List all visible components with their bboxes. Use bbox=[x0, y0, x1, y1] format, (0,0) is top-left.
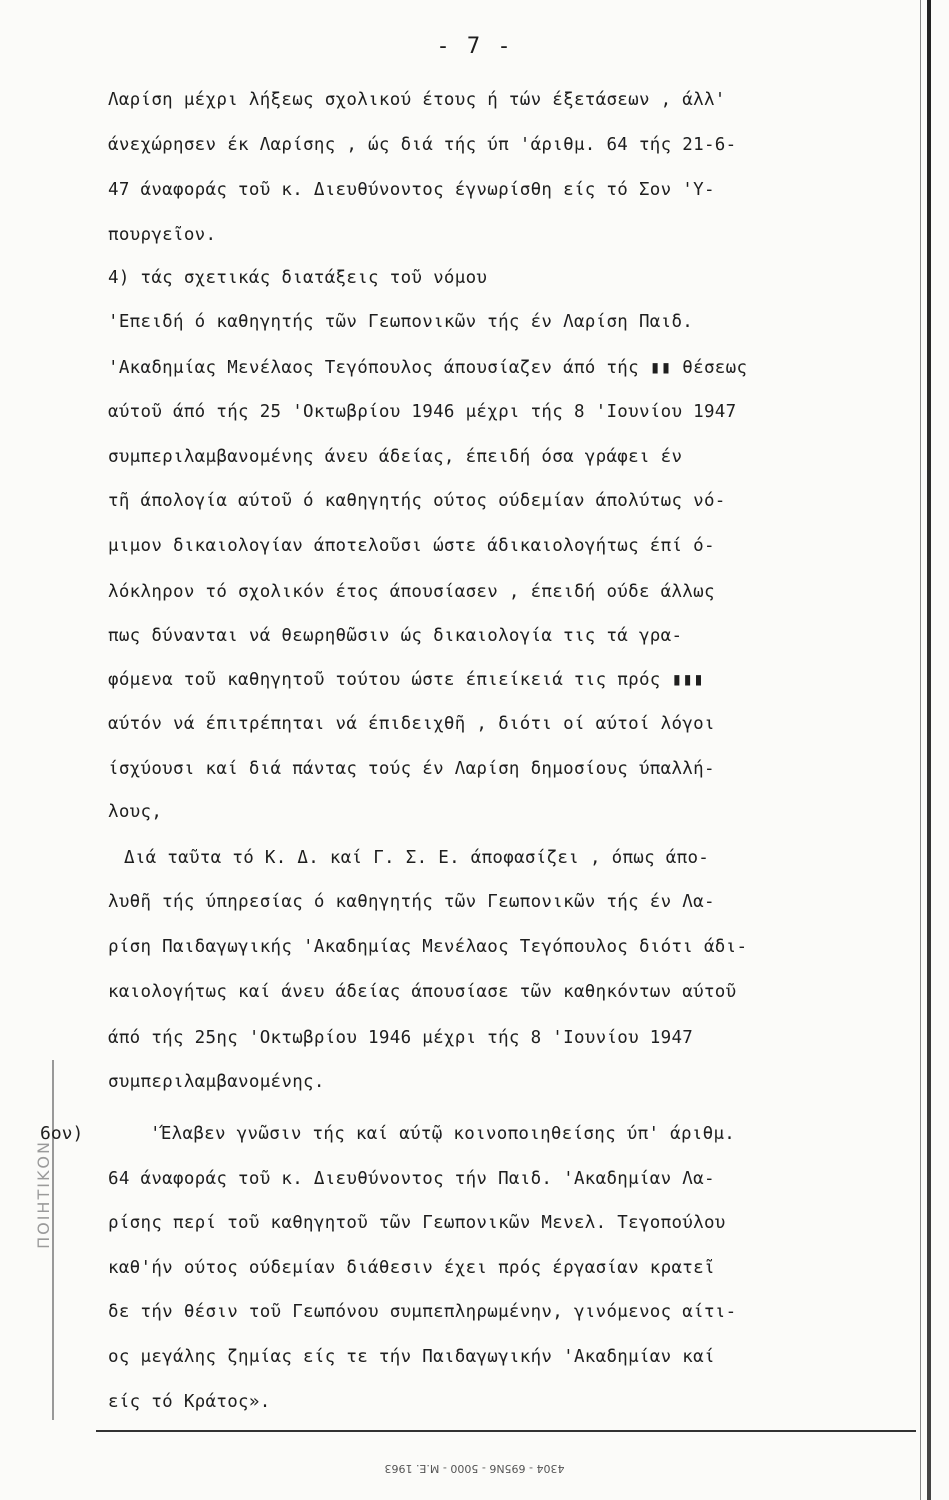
text-line: είς τό Κράτος». bbox=[108, 1392, 271, 1412]
text-line: δε τήν θέσιν τοῦ Γεωπόνου συμπεπληρωμένην, γινόμενος αίτι- bbox=[108, 1302, 737, 1322]
text-line: φόμενα τοῦ καθηγητοῦ τούτου ώστε έπιείκειά τις πρός ▮▮▮ bbox=[108, 670, 704, 690]
text-line: αύτοῦ άπό τής 25 'Οκτωβρίου 1946 μέχρι τής 8 'Ιουνίου 1947 bbox=[108, 402, 737, 422]
page-number: - 7 - bbox=[436, 34, 513, 59]
text-line: συμπεριλαμβανομένης άνευ άδείας, έπειδή όσα γράφει έν bbox=[108, 447, 683, 467]
text-line: λυθῆ τής ύπηρεσίας ό καθηγητής τῶν Γεωπονικῶν τής έν Λα- bbox=[108, 892, 715, 912]
page-edge-shadow bbox=[927, 0, 931, 1500]
text-line: ίσχύουσι καί διά πάντας τούς έν Λαρίση δημοσίους ύπαλλή- bbox=[108, 759, 715, 779]
text-line: πως δύνανται νά θεωρηθῶσιν ώς δικαιολογία τις τά γρα- bbox=[108, 626, 683, 646]
paragraph-margin-label: 6ον) bbox=[40, 1123, 84, 1144]
text-line: 47 άναφοράς τοῦ κ. Διευθύνοντος έγνωρίσθη είς τό Σον 'Υ- bbox=[108, 180, 715, 200]
text-line: 64 άναφοράς τοῦ κ. Διευθύνοντος τήν Παιδ. 'Ακαδημίαν Λα- bbox=[108, 1169, 715, 1189]
text-line: τῆ άπολογία αύτοῦ ό καθηγητής ούτος ούδεμίαν άπολύτως νό- bbox=[108, 491, 726, 511]
text-line: άνεχώρησεν έκ Λαρίσης , ώς διά τής ύπ 'άριθμ. 64 τής 21-6- bbox=[108, 135, 737, 155]
text-line: λους, bbox=[108, 802, 163, 822]
text-line: 'Ακαδημίας Μενέλαος Τεγόπουλος άπουσίαζεν άπό τής ▮▮ θέσεως bbox=[108, 358, 748, 378]
side-stamp: ΠΟΙΗΤΙΚΟΝ bbox=[34, 1140, 53, 1249]
text-line: πουργεῖον. bbox=[108, 225, 217, 245]
text-line: λόκληρον τό σχολικόν έτος άπουσίασεν , έπειδή ούδε άλλως bbox=[108, 582, 715, 602]
text-line: συμπεριλαμβανομένης. bbox=[108, 1072, 325, 1092]
text-line: 4) τάς σχετικάς διατάξεις τοῦ νόμου bbox=[108, 268, 488, 288]
text-line: καθ'ήν ούτος ούδεμίαν διάθεσιν έχει πρός έργασίαν κρατεῖ bbox=[108, 1258, 715, 1278]
text-line: ος μεγάλης ζημίας είς τε τήν Παιδαγωγικήν 'Ακαδημίαν καί bbox=[108, 1347, 715, 1367]
text-line: άπό τής 25ης 'Οκτωβρίου 1946 μέχρι τής 8 'Ιουνίου 1947 bbox=[108, 1028, 694, 1048]
page-edge-line bbox=[920, 0, 921, 1500]
text-line: αύτόν νά έπιτρέπηται νά έπιδειχθῆ , διότι οί αύτοί λόγοι bbox=[108, 714, 715, 734]
text-line: Λαρίση μέχρι λήξεως σχολικού έτους ή τών έξετάσεων , άλλ' bbox=[108, 90, 726, 110]
printer-imprint: 4304 - 695Ν6 - 5000 - Μ.Ε. 1963 bbox=[384, 1462, 565, 1475]
text-line: μιμον δικαιολογίαν άποτελοῦσι ώστε άδικαιολογήτως έπί ό- bbox=[108, 536, 715, 556]
text-line: καιολογήτως καί άνευ άδείας άπουσίασε τῶν καθηκόντων αύτοῦ bbox=[108, 982, 737, 1002]
text-line: 'Έλαβεν γνῶσιν τής καί αύτῷ κοινοποιηθείσης ύπ' άριθμ. bbox=[150, 1124, 736, 1144]
text-line: 'Επειδή ό καθηγητής τῶν Γεωπονικῶν τής έν Λαρίση Παιδ. bbox=[108, 312, 694, 332]
text-line: ρίση Παιδαγωγικής 'Ακαδημίας Μενέλαος Τεγόπουλος διότι άδι- bbox=[108, 937, 748, 957]
text-line: ρίσης περί τοῦ καθηγητοῦ τῶν Γεωπονικῶν Μενελ. Τεγοπούλου bbox=[108, 1213, 726, 1233]
text-line: Διά ταῦτα τό Κ. Δ. καί Γ. Σ. Ε. άποφασίζει , όπως άπο- bbox=[124, 848, 710, 868]
footer-rule bbox=[96, 1430, 916, 1432]
